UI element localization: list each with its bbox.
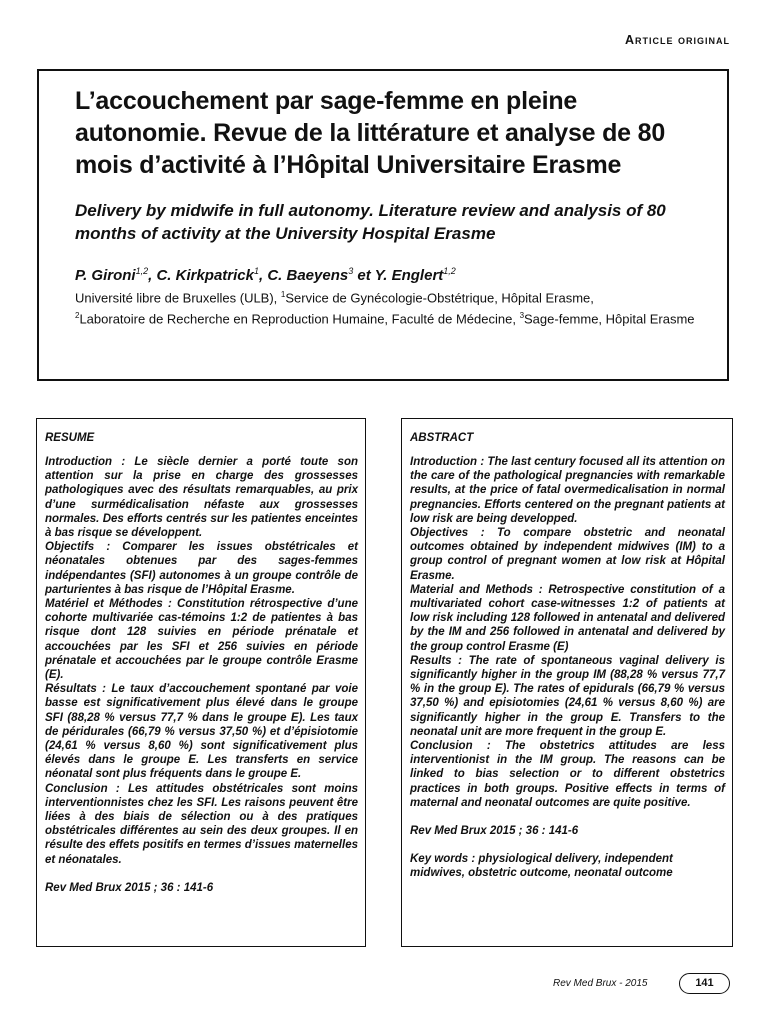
affiliation-text: Sage-femme, Hôpital Erasme xyxy=(524,311,695,327)
resume-paragraph: Introduction : Le siècle dernier a porté toute son attention sur la prise en charge des grossesses pathologiques avec des résultats remarquables, au prix d’une surmédicalisation néfaste aux grossesses normales. Des efforts centrés sur les patientes enceintes à bas risque se développent. xyxy=(45,456,358,540)
affiliation-ref: 3 xyxy=(519,311,525,321)
resume-citation: Rev Med Brux 2015 ; 36 : 141-6 xyxy=(45,881,214,894)
author-affiliation-ref: 3 xyxy=(348,266,354,276)
author-name: C. Kirkpatrick xyxy=(156,267,254,284)
resume-text xyxy=(45,455,358,867)
resume-heading: RESUME xyxy=(45,432,95,444)
author-separator: , xyxy=(148,267,157,284)
author-list xyxy=(75,261,705,286)
resume-paragraph: Matériel et Méthodes : Constitution rétrospective d’une cohorte multivariée cas-témoins 1:2 de patientes à bas risque dont 128 suivies en période prénatale et accouchées par les SFI et 256 suivies en période prénatale et accouchées par le groupe contrôle Erasme (E). xyxy=(45,598,358,682)
author-name: C. Baeyens xyxy=(267,267,349,284)
abstract-citation: Rev Med Brux 2015 ; 36 : 141-6 xyxy=(410,825,579,838)
abstract-box xyxy=(401,418,733,947)
abstract-paragraph: Results : The rate of spontaneous vaginal delivery is significantly higher in the group IM (88,28 % versus 77,7 % in the group E). The rates of epidurals (66,79 % versus 37,50 %) and episiotomies (24,61 % versus 8,60 %) are significantly higher in the group E. Transfers to the neonatal unit are more frequent in the group E. xyxy=(410,654,725,738)
resume-box xyxy=(36,418,366,947)
affiliation-text: Université libre de Bruxelles (ULB), xyxy=(75,290,281,306)
resume-paragraph: Résultats : Le taux d’accouchement spontané par voie basse est significativement plus élevé dans le groupe SFI (88,28 % versus 77,7 % dans le groupe E). Les taux de péridurales (66,79 % versus 37,50 %) et d’épisiotomie (24,61 % versus 8,60 %) sont significativement plus élevés dans le groupe E. Les transferts en service néonatal sont plus fréquents dans le groupe E. xyxy=(45,683,358,781)
article-title-fr: L’accouchement par sage-femme en pleine autonomie. Revue de la littérature et analyse de 80 mois d’activité à l’Hôpital Universitaire Erasme xyxy=(75,87,666,179)
resume-paragraph: Objectifs : Comparer les issues obstétricales et néonatales obtenues par des sages-femmes indépendantes (SFI) autonomes à un groupe contrôle de parturientes à bas risque de l’Hôpital Erasme. xyxy=(45,541,358,596)
abstract-keywords: Key words : physiological delivery, independent midwives, obstetric outcome, neonatal outcome xyxy=(410,853,673,880)
resume-paragraph: Conclusion : Les attitudes obstétricales sont moins interventionnistes chez les SFI. Les raisons peuvent être liées à des biais de sélection ou à des pratiques obstétricales différentes au sein des deux groupes. Il en résulte des effets positifs en termes d’issues maternelles et néonatales. xyxy=(45,782,358,866)
page-number: 141 xyxy=(679,973,730,994)
author-separator: , xyxy=(259,267,268,284)
abstract-paragraph: Objectives : To compare obstetric and neonatal outcomes obtained by independent midwives (IM) to a group control of pregnant women at low risk at Hôpital Erasme. xyxy=(410,527,725,582)
title-box xyxy=(37,69,729,381)
affiliation xyxy=(75,286,705,329)
author-affiliation-ref: 1 xyxy=(253,266,259,276)
affiliation-text: Laboratoire de Recherche en Reproduction Humaine, Faculté de Médecine, xyxy=(79,311,520,327)
affiliation-ref: 1 xyxy=(280,290,286,299)
affiliation-text: Service de Gynécologie-Obstétrique, Hôpital Erasme, xyxy=(285,290,594,306)
section-label: Article original xyxy=(625,33,730,47)
author-separator: et xyxy=(353,267,375,284)
abstract-paragraph: Conclusion : The obstetrics attitudes are less interventionist in the IM group. The reasons can be linked to bias selection or to different obstetrics practices in both groups. Positive effects in terms of maternal and neonatal outcomes are quite positive. xyxy=(410,740,725,809)
author-name: Y. Englert xyxy=(374,267,444,284)
abstract-paragraph: Material and Methods : Retrospective constitution of a multivariated cohort case-witnesses 1:2 of patients at low risk including 128 followed in antenatal and delivered by the IM and 256 followed in antenatal and delivered by the group control Erasme (E) xyxy=(410,583,725,653)
author-name: P. Gironi xyxy=(75,267,136,284)
abstract-paragraph: Introduction : The last century focused all its attention on the care of the pathological pregnancies with remarkable results, at the price of fatal overmedicalisation in normal pregnancies. Efforts centered on the pregnant patients at low risk are being developped. xyxy=(410,456,725,525)
affiliation-ref: 2 xyxy=(75,311,80,321)
article-title-en: Delivery by midwife in full autonomy. Literature review and analysis of 80 months of activity at the University Hospital Erasme xyxy=(75,201,666,243)
abstract-heading: ABSTRACT xyxy=(410,432,474,444)
abstract-text xyxy=(410,455,725,810)
author-affiliation-ref: 1,2 xyxy=(443,266,456,276)
author-affiliation-ref: 1,2 xyxy=(135,266,149,276)
footer-journal: Rev Med Brux - 2015 xyxy=(553,978,648,989)
